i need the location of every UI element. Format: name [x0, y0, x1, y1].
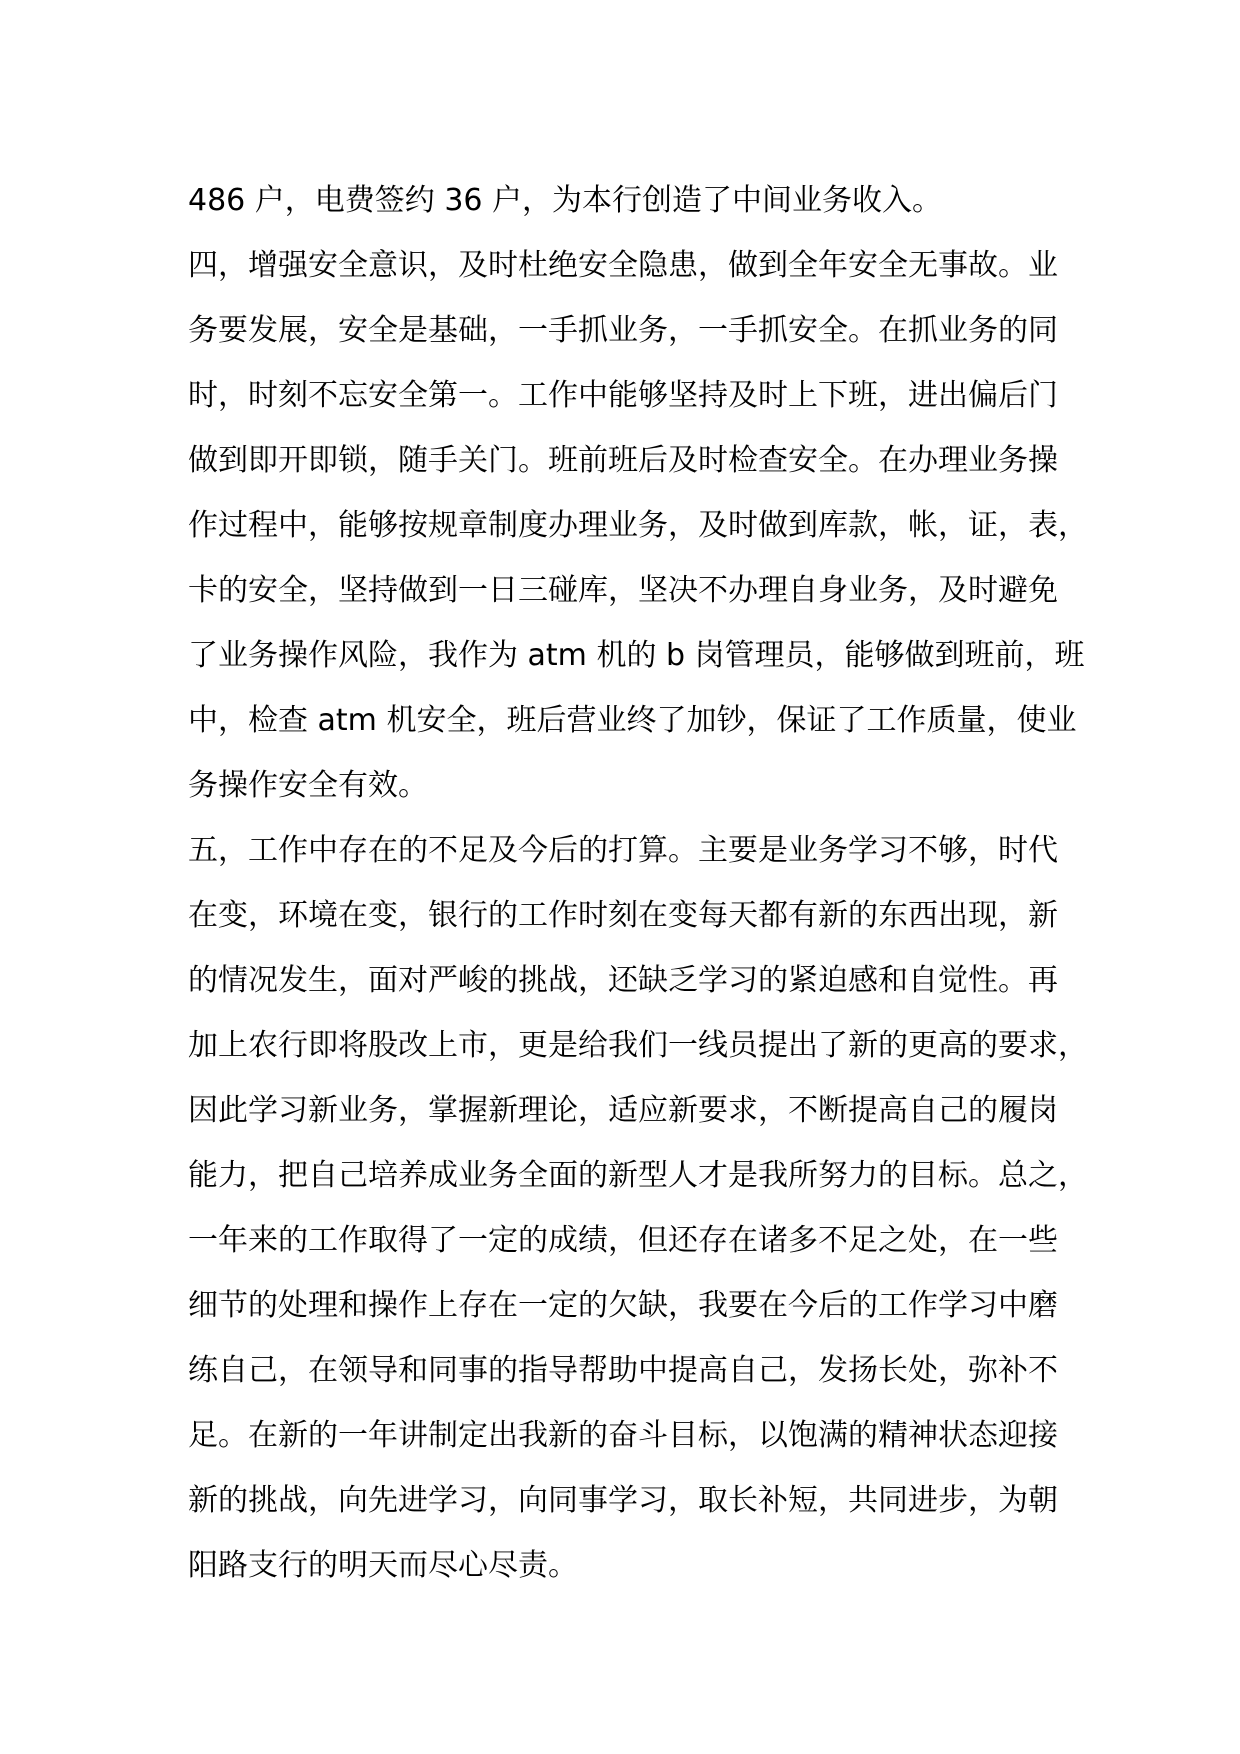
text-line: 足。在新的一年讲制定出我新的奋斗目标，以饱满的精神状态迎接 — [188, 1418, 1058, 1453]
text-line: 细节的处理和操作上存在一定的欠缺，我要在今后的工作学习中磨 — [188, 1288, 1058, 1323]
text-line: 新的挑战，向先进学习，向同事学习，取长补短，共同进步，为朝 — [188, 1483, 1058, 1518]
text-line: 四，增强安全意识，及时杜绝安全隐患，做到全年安全无事故。业 — [188, 248, 1058, 283]
text-line: 练自己，在领导和同事的指导帮助中提高自己，发扬长处，弥补不 — [188, 1353, 1058, 1388]
text-line: 阳路支行的明天而尽心尽责。 — [188, 1548, 578, 1583]
text-line: 因此学习新业务，掌握新理论，适应新要求，不断提高自己的履岗 — [188, 1093, 1058, 1128]
text-line: 加上农行即将股改上市，更是给我们一线员提出了新的更高的要求， — [188, 1028, 1088, 1063]
text-line: 时，时刻不忘安全第一。工作中能够坚持及时上下班，进出偏后门 — [188, 378, 1058, 413]
text-line: 务要发展，安全是基础，一手抓业务，一手抓安全。在抓业务的同 — [188, 313, 1058, 348]
text-line: 了业务操作风险，我作为 atm 机的 b 岗管理员，能够做到班前，班 — [188, 638, 1085, 673]
text-line: 作过程中，能够按规章制度办理业务，及时做到库款，帐，证，表， — [188, 508, 1088, 543]
text-line: 能力，把自己培养成业务全面的新型人才是我所努力的目标。总之， — [188, 1158, 1088, 1193]
text-line: 务操作安全有效。 — [188, 768, 428, 803]
text-line: 卡的安全，坚持做到一日三碰库，坚决不办理自身业务，及时避免 — [188, 573, 1058, 608]
text-line: 五，工作中存在的不足及今后的打算。主要是业务学习不够，时代 — [188, 833, 1058, 868]
text-line: 中，检查 atm 机安全，班后营业终了加钞，保证了工作质量，使业 — [188, 703, 1077, 738]
text-line: 做到即开即锁，随手关门。班前班后及时检查安全。在办理业务操 — [188, 443, 1058, 478]
text-line: 486 户，电费签约 36 户，为本行创造了中间业务收入。 — [188, 183, 943, 218]
body-text — [188, 168, 1088, 1598]
text-line: 的情况发生，面对严峻的挑战，还缺乏学习的紧迫感和自觉性。再 — [188, 963, 1058, 998]
text-line: 在变，环境在变，银行的工作时刻在变每天都有新的东西出现，新 — [188, 898, 1058, 933]
text-line: 一年来的工作取得了一定的成绩，但还存在诸多不足之处，在一些 — [188, 1223, 1058, 1258]
